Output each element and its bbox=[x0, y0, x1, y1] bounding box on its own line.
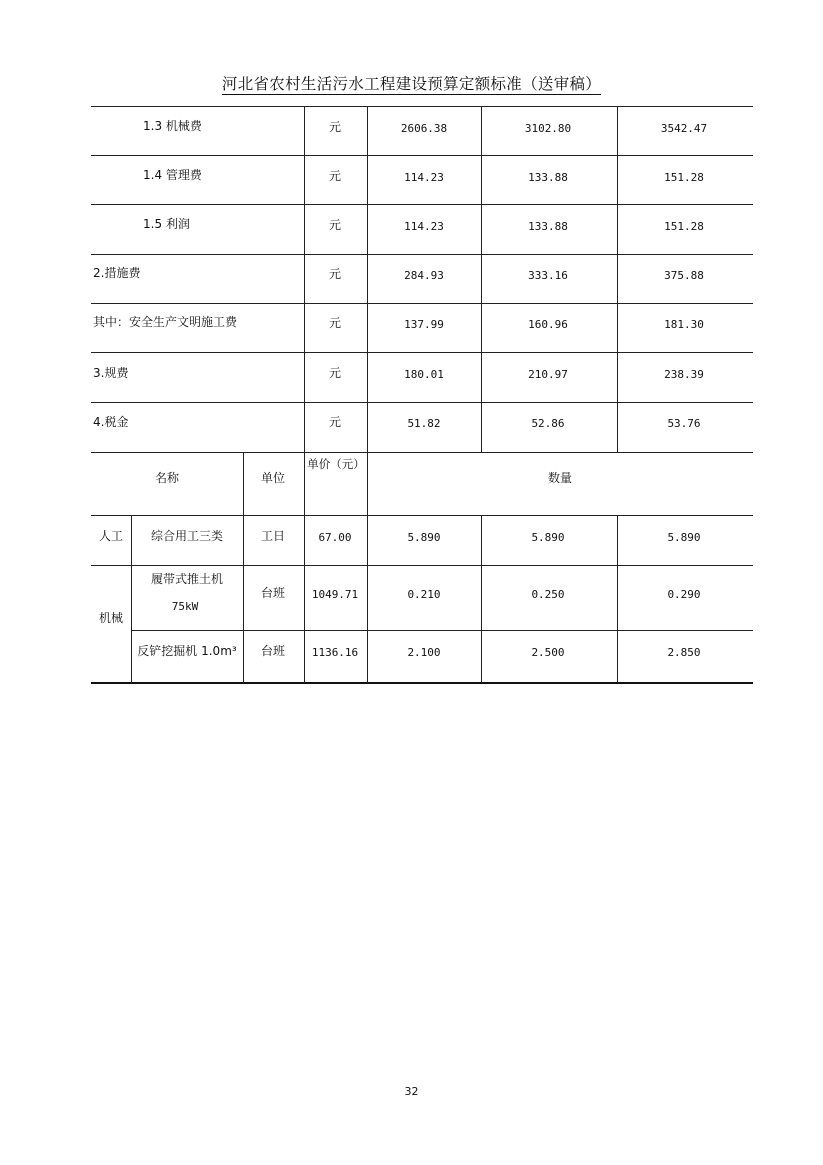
cost-value: 2606.38 bbox=[400, 122, 448, 135]
cost-value: 114.23 bbox=[404, 171, 444, 184]
cost-value: 160.96 bbox=[528, 318, 568, 331]
header-quantity: 数量 bbox=[547, 471, 573, 485]
machine-name: 履带式推土机 bbox=[150, 572, 224, 586]
machinery-category: 机械 bbox=[98, 611, 124, 625]
cost-item-name: 其中：安全生产文明施工费 bbox=[93, 315, 238, 329]
cost-value: 133.88 bbox=[528, 220, 568, 233]
cost-value: 210.97 bbox=[528, 368, 568, 381]
quantity-value: 0.250 bbox=[531, 588, 565, 601]
labor-price: 67.00 bbox=[318, 531, 352, 544]
cost-value: 151.28 bbox=[664, 220, 704, 233]
quantity-value: 2.500 bbox=[531, 646, 565, 659]
cost-value: 375.88 bbox=[664, 269, 704, 282]
machine-spec: 75kW bbox=[171, 600, 199, 613]
header-price: 单价（元） bbox=[307, 457, 365, 471]
cost-value: 181.30 bbox=[664, 318, 704, 331]
cost-value: 114.23 bbox=[404, 220, 444, 233]
cost-value: 137.99 bbox=[404, 318, 444, 331]
labor-name: 综合用工三类 bbox=[150, 529, 224, 543]
machine-price: 1049.71 bbox=[311, 588, 359, 601]
machine-unit: 台班 bbox=[260, 644, 286, 658]
quantity-value: 5.890 bbox=[531, 531, 565, 544]
cost-value: 180.01 bbox=[404, 368, 444, 381]
quantity-value: 0.210 bbox=[407, 588, 441, 601]
header-name: 名称 bbox=[154, 471, 180, 485]
cost-item-unit: 元 bbox=[329, 415, 342, 429]
machine-unit: 台班 bbox=[260, 586, 286, 600]
cost-value: 53.76 bbox=[667, 417, 701, 430]
cost-item-name: 1.3 机械费 bbox=[143, 119, 202, 133]
cost-value: 284.93 bbox=[404, 269, 444, 282]
cost-item-unit: 元 bbox=[329, 120, 342, 134]
cost-value: 51.82 bbox=[407, 417, 441, 430]
cost-item-unit: 元 bbox=[329, 316, 342, 330]
quantity-value: 5.890 bbox=[667, 531, 701, 544]
cost-item-unit: 元 bbox=[329, 169, 342, 183]
header-unit: 单位 bbox=[260, 471, 286, 485]
cost-item-unit: 元 bbox=[329, 218, 342, 232]
page-number: 32 bbox=[404, 1085, 419, 1098]
cost-item-name: 3.规费 bbox=[93, 366, 129, 380]
quantity-value: 2.100 bbox=[407, 646, 441, 659]
quantity-value: 0.290 bbox=[667, 588, 701, 601]
quantity-value: 2.850 bbox=[667, 646, 701, 659]
cost-item-unit: 元 bbox=[329, 366, 342, 380]
cost-value: 52.86 bbox=[531, 417, 565, 430]
cost-value: 151.28 bbox=[664, 171, 704, 184]
cost-item-name: 4.税金 bbox=[93, 415, 129, 429]
cost-item-name: 1.5 利润 bbox=[143, 217, 190, 231]
cost-item-unit: 元 bbox=[329, 267, 342, 281]
machine-name: 反铲挖掘机 1.0m³ bbox=[137, 644, 237, 658]
machine-price: 1136.16 bbox=[311, 646, 359, 659]
cost-value: 3542.47 bbox=[660, 122, 708, 135]
cost-value: 238.39 bbox=[664, 368, 704, 381]
cost-item-name: 1.4 管理费 bbox=[143, 168, 202, 182]
cost-value: 3102.80 bbox=[524, 122, 572, 135]
quantity-value: 5.890 bbox=[407, 531, 441, 544]
document-title: 河北省农村生活污水工程建设预算定额标准（送审稿） bbox=[221, 75, 602, 93]
cost-value: 133.88 bbox=[528, 171, 568, 184]
cost-item-name: 2.措施费 bbox=[93, 266, 141, 280]
cost-value: 333.16 bbox=[528, 269, 568, 282]
labor-category: 人工 bbox=[98, 529, 124, 543]
labor-unit: 工日 bbox=[260, 529, 286, 543]
